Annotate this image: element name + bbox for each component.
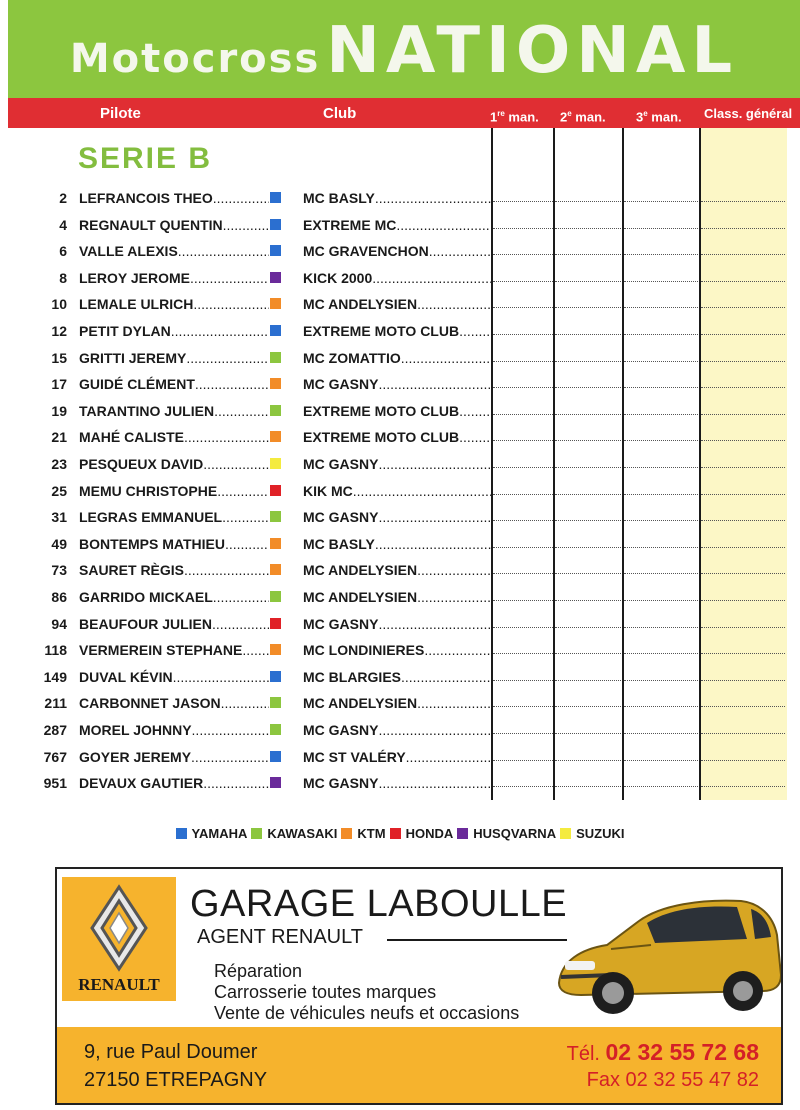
result-cell — [624, 627, 698, 628]
rider-number: 4 — [59, 216, 67, 233]
result-cell — [555, 361, 621, 362]
fax-number: Fax 02 32 55 47 82 — [586, 1069, 759, 1091]
rider-number: 10 — [51, 296, 67, 313]
result-cell — [555, 281, 621, 282]
rider-row — [0, 770, 800, 797]
result-cell — [493, 361, 553, 362]
result-cell — [493, 387, 553, 388]
brand-color-square — [270, 697, 281, 708]
result-cell — [701, 307, 785, 308]
brand-color-square — [270, 352, 281, 363]
rider-number: 287 — [43, 722, 67, 738]
brand-legend — [0, 826, 800, 841]
legend-color-square — [457, 828, 468, 839]
rider-name: GRITTI JEREMY ..... — [79, 345, 269, 371]
result-cell — [624, 334, 698, 335]
result-cell — [555, 786, 621, 787]
rider-club: MC ST VALÉRY ..... — [303, 744, 491, 770]
result-cell — [624, 201, 698, 202]
result-cell — [555, 414, 621, 415]
rider-row — [0, 238, 800, 265]
phone-number: 02 32 55 72 68 — [605, 1039, 759, 1065]
result-cell — [624, 760, 698, 761]
rider-row — [0, 664, 800, 691]
rider-club: MC GRAVENCHON ..... — [303, 238, 491, 264]
rider-name: LEROY JEROME ..... — [79, 265, 269, 291]
legend-label: KTM — [357, 826, 386, 841]
result-cell — [701, 600, 785, 601]
rider-row — [0, 557, 800, 584]
result-cell — [493, 414, 553, 415]
rider-row — [0, 185, 800, 212]
rider-number: 951 — [43, 775, 67, 792]
rider-name: MOREL JOHNNY ..... — [79, 717, 269, 743]
result-cell — [555, 733, 621, 734]
rider-row — [0, 690, 800, 717]
result-cell — [701, 733, 785, 734]
result-cell — [555, 467, 621, 468]
event-title — [8, 14, 800, 88]
rider-number: 19 — [51, 402, 67, 419]
header-manche-2: 2e man. — [560, 109, 606, 125]
brand-color-square — [270, 245, 281, 256]
event-title-motocross: Motocross — [69, 36, 321, 82]
result-cell — [493, 733, 553, 734]
rider-number: 94 — [51, 615, 67, 632]
brand-color-square — [270, 751, 281, 762]
brand-color-square — [270, 644, 281, 655]
brand-color-square — [270, 325, 281, 336]
result-cell — [493, 520, 553, 521]
legend-item — [251, 826, 337, 841]
rider-row — [0, 531, 800, 558]
brand-color-square — [270, 298, 281, 309]
result-cell — [493, 680, 553, 681]
result-cell — [555, 653, 621, 654]
rider-club: MC ANDELYSIEN ..... — [303, 291, 491, 317]
rider-name: TARANTINO JULIEN ..... — [79, 398, 269, 424]
result-cell — [624, 733, 698, 734]
rider-name: SAURET RÈGIS ..... — [79, 557, 269, 583]
rider-name: GOYER JEREMY ..... — [79, 744, 269, 770]
phone-label: Tél. — [566, 1043, 600, 1065]
rider-row — [0, 451, 800, 478]
rider-club: MC BASLY ..... — [303, 531, 491, 557]
rider-row — [0, 744, 800, 771]
result-cell — [624, 680, 698, 681]
rider-row — [0, 611, 800, 638]
result-cell — [555, 201, 621, 202]
result-cell — [624, 414, 698, 415]
result-cell — [624, 573, 698, 574]
rider-name: REGNAULT QUENTIN ..... — [79, 212, 269, 238]
rider-number: 118 — [44, 642, 67, 659]
service-item: Réparation — [214, 961, 303, 981]
result-cell — [555, 520, 621, 521]
brand-color-square — [270, 511, 281, 522]
header-club: Club — [323, 105, 357, 122]
garage-advertisement — [55, 867, 783, 1105]
rider-row — [0, 504, 800, 531]
brand-color-square — [270, 405, 281, 416]
rider-name: PETIT DYLAN ..... — [79, 318, 269, 344]
result-cell — [701, 467, 785, 468]
serie-title: SERIE B — [78, 142, 213, 175]
rider-name: LEFRANCOIS THEO ..... — [79, 185, 269, 211]
brand-color-square — [270, 671, 281, 682]
garage-name: GARAGE LABOULLE — [190, 883, 568, 925]
brand-color-square — [270, 618, 281, 629]
rider-name: MAHÉ CALISTE ..... — [79, 424, 269, 450]
legend-label: KAWASAKI — [267, 826, 338, 841]
rider-number: 149 — [43, 668, 67, 685]
rider-club: MC GASNY ..... — [303, 451, 491, 477]
rider-row — [0, 424, 800, 451]
rider-club: MC ZOMATTIO ..... — [303, 345, 491, 371]
rider-name: BEAUFOUR JULIEN ..... — [79, 611, 269, 637]
rider-row — [0, 291, 800, 318]
brand-color-square — [270, 591, 281, 602]
brand-color-square — [270, 485, 281, 496]
result-cell — [555, 254, 621, 255]
result-cell — [624, 786, 698, 787]
result-cell — [624, 494, 698, 495]
legend-color-square — [390, 828, 401, 839]
result-cell — [555, 334, 621, 335]
rider-name: GARRIDO MICKAEL ..... — [79, 584, 269, 610]
result-cell — [624, 653, 698, 654]
legend-item — [390, 826, 454, 841]
result-cell — [493, 254, 553, 255]
service-item: Vente de véhicules neufs et occasions — [214, 1003, 520, 1023]
rider-club: MC GASNY ..... — [303, 770, 491, 796]
result-cell — [701, 653, 785, 654]
rider-number: 23 — [51, 456, 67, 472]
result-cell — [493, 706, 553, 707]
result-cell — [624, 600, 698, 601]
title-banner — [8, 0, 800, 98]
result-cell — [493, 573, 553, 574]
rider-number: 12 — [51, 323, 67, 339]
legend-label: YAMAHA — [191, 826, 248, 841]
rider-name: LEGRAS EMMANUEL ..... — [79, 504, 269, 530]
rider-number: 2 — [59, 190, 67, 206]
result-cell — [701, 627, 785, 628]
rider-club: EXTREME MOTO CLUB ..... — [303, 318, 491, 344]
rider-name: PESQUEUX DAVID ..... — [79, 451, 269, 477]
result-cell — [701, 786, 785, 787]
renault-scenic-car-icon — [551, 891, 783, 1021]
rider-number: 49 — [51, 535, 67, 552]
result-cell — [493, 786, 553, 787]
rider-name: MEMU CHRISTOPHE ..... — [79, 478, 269, 504]
rider-row — [0, 371, 800, 398]
rider-name: VALLE ALEXIS ..... — [79, 238, 269, 264]
result-cell — [624, 254, 698, 255]
table-header-row — [8, 98, 800, 128]
rider-number: 21 — [51, 429, 67, 446]
rider-club: MC GASNY ..... — [303, 611, 491, 637]
rider-name: DUVAL KÉVIN ..... — [79, 664, 269, 690]
rider-name: VERMEREIN STEPHANE ..... — [79, 637, 269, 663]
result-cell — [624, 706, 698, 707]
legend-item — [560, 826, 624, 841]
address-street: 9, rue Paul Doumer — [84, 1041, 258, 1063]
result-cell — [624, 307, 698, 308]
rider-row — [0, 717, 800, 744]
result-cell — [555, 307, 621, 308]
brand-color-square — [270, 219, 281, 230]
result-cell — [555, 494, 621, 495]
rider-club: EXTREME MC ..... — [303, 212, 491, 238]
agent-label: AGENT RENAULT — [197, 926, 363, 948]
rider-number: 31 — [51, 509, 67, 526]
rider-number: 6 — [59, 243, 67, 260]
rider-club: MC GASNY ..... — [303, 504, 491, 530]
agent-underline — [387, 939, 567, 941]
result-cell — [555, 440, 621, 441]
rider-row — [0, 212, 800, 239]
phone — [567, 1039, 759, 1066]
rider-name: BONTEMPS MATHIEU ..... — [79, 531, 269, 557]
brand-color-square — [270, 458, 281, 469]
result-cell — [555, 760, 621, 761]
rider-row — [0, 318, 800, 345]
rider-number: 767 — [43, 748, 67, 765]
legend-item — [341, 826, 385, 841]
brand-color-square — [270, 431, 281, 442]
result-cell — [624, 440, 698, 441]
rider-row — [0, 345, 800, 372]
result-cell — [701, 760, 785, 761]
result-cell — [493, 281, 553, 282]
legend-item — [457, 826, 556, 841]
rider-club: MC BASLY ..... — [303, 185, 491, 211]
brand-color-square — [270, 564, 281, 575]
brand-color-square — [270, 777, 281, 788]
result-cell — [701, 573, 785, 574]
result-cell — [493, 307, 553, 308]
rider-club: MC ANDELYSIEN ..... — [303, 690, 491, 716]
result-cell — [624, 361, 698, 362]
result-cell — [701, 281, 785, 282]
legend-color-square — [251, 828, 262, 839]
rider-club: MC GASNY ..... — [303, 371, 491, 397]
result-cell — [701, 387, 785, 388]
result-cell — [493, 653, 553, 654]
result-cell — [555, 228, 621, 229]
result-cell — [493, 440, 553, 441]
result-cell — [624, 228, 698, 229]
renault-logo-label: RENAULT — [78, 975, 160, 994]
brand-color-square — [270, 538, 281, 549]
result-cell — [555, 600, 621, 601]
event-title-national: NATIONAL — [326, 14, 739, 88]
rider-row — [0, 584, 800, 611]
result-cell — [701, 706, 785, 707]
result-cell — [555, 547, 621, 548]
result-cell — [493, 494, 553, 495]
header-manche-1: 1re man. — [490, 109, 539, 125]
rider-club: KIK MC ..... — [303, 478, 491, 504]
rider-number: 86 — [51, 589, 67, 605]
rider-row — [0, 637, 800, 664]
result-cell — [493, 627, 553, 628]
brand-color-square — [270, 724, 281, 735]
legend-color-square — [176, 828, 187, 839]
rider-club: MC BLARGIES ..... — [303, 664, 491, 690]
result-cell — [701, 334, 785, 335]
result-cell — [701, 494, 785, 495]
result-cell — [493, 201, 553, 202]
rider-name: GUIDÉ CLÉMENT ..... — [79, 371, 269, 397]
result-cell — [701, 228, 785, 229]
rider-club: MC LONDINIERES ..... — [303, 637, 491, 663]
contact-bar — [57, 1027, 781, 1103]
rider-number: 73 — [51, 562, 67, 579]
renault-diamond-icon — [62, 883, 176, 973]
result-cell — [624, 547, 698, 548]
rider-row — [0, 398, 800, 425]
rider-number: 25 — [51, 482, 67, 499]
legend-color-square — [560, 828, 571, 839]
rider-club: EXTREME MOTO CLUB ..... — [303, 424, 491, 450]
result-cell — [493, 547, 553, 548]
header-pilote: Pilote — [100, 105, 141, 122]
result-cell — [701, 440, 785, 441]
rider-name: CARBONNET JASON ..... — [79, 690, 269, 716]
address-city: 27150 ETREPAGNY — [84, 1069, 268, 1091]
result-cell — [493, 228, 553, 229]
legend-item — [176, 826, 248, 841]
result-cell — [701, 414, 785, 415]
legend-label: HUSQVARNA — [473, 826, 557, 841]
result-cell — [555, 387, 621, 388]
rider-club: KICK 2000 ..... — [303, 265, 491, 291]
rider-row — [0, 265, 800, 292]
legend-label: HONDA — [405, 826, 454, 841]
result-cell — [555, 706, 621, 707]
result-cell — [701, 254, 785, 255]
brand-color-square — [270, 378, 281, 389]
result-cell — [624, 281, 698, 282]
rider-name: DEVAUX GAUTIER ..... — [79, 770, 269, 796]
rider-club: MC ANDELYSIEN ..... — [303, 584, 491, 610]
header-classement-general: Class. général — [704, 106, 793, 121]
result-cell — [493, 760, 553, 761]
rider-number: 15 — [51, 349, 67, 366]
legend-color-square — [341, 828, 352, 839]
rider-club: MC GASNY ..... — [303, 717, 491, 743]
rider-row — [0, 478, 800, 505]
legend-label: SUZUKI — [576, 826, 625, 841]
renault-logo — [62, 877, 176, 1001]
result-cell — [701, 520, 785, 521]
result-cell — [493, 334, 553, 335]
result-cell — [701, 361, 785, 362]
rider-club: EXTREME MOTO CLUB ..... — [303, 398, 491, 424]
result-cell — [493, 467, 553, 468]
brand-color-square — [270, 272, 281, 283]
result-cell — [701, 547, 785, 548]
result-cell — [701, 680, 785, 681]
rider-number: 211 — [44, 695, 67, 712]
result-cell — [701, 201, 785, 202]
result-cell — [555, 680, 621, 681]
service-item: Carrosserie toutes marques — [214, 982, 437, 1002]
result-cell — [555, 573, 621, 574]
rider-number: 8 — [59, 269, 67, 286]
result-cell — [624, 520, 698, 521]
header-manche-3: 3e man. — [636, 109, 682, 125]
result-cell — [624, 467, 698, 468]
result-cell — [555, 627, 621, 628]
rider-name: LEMALE ULRICH ..... — [79, 291, 269, 317]
rider-number: 17 — [51, 376, 67, 393]
brand-color-square — [270, 192, 281, 203]
result-cell — [493, 600, 553, 601]
rider-club: MC ANDELYSIEN ..... — [303, 557, 491, 583]
result-cell — [624, 387, 698, 388]
